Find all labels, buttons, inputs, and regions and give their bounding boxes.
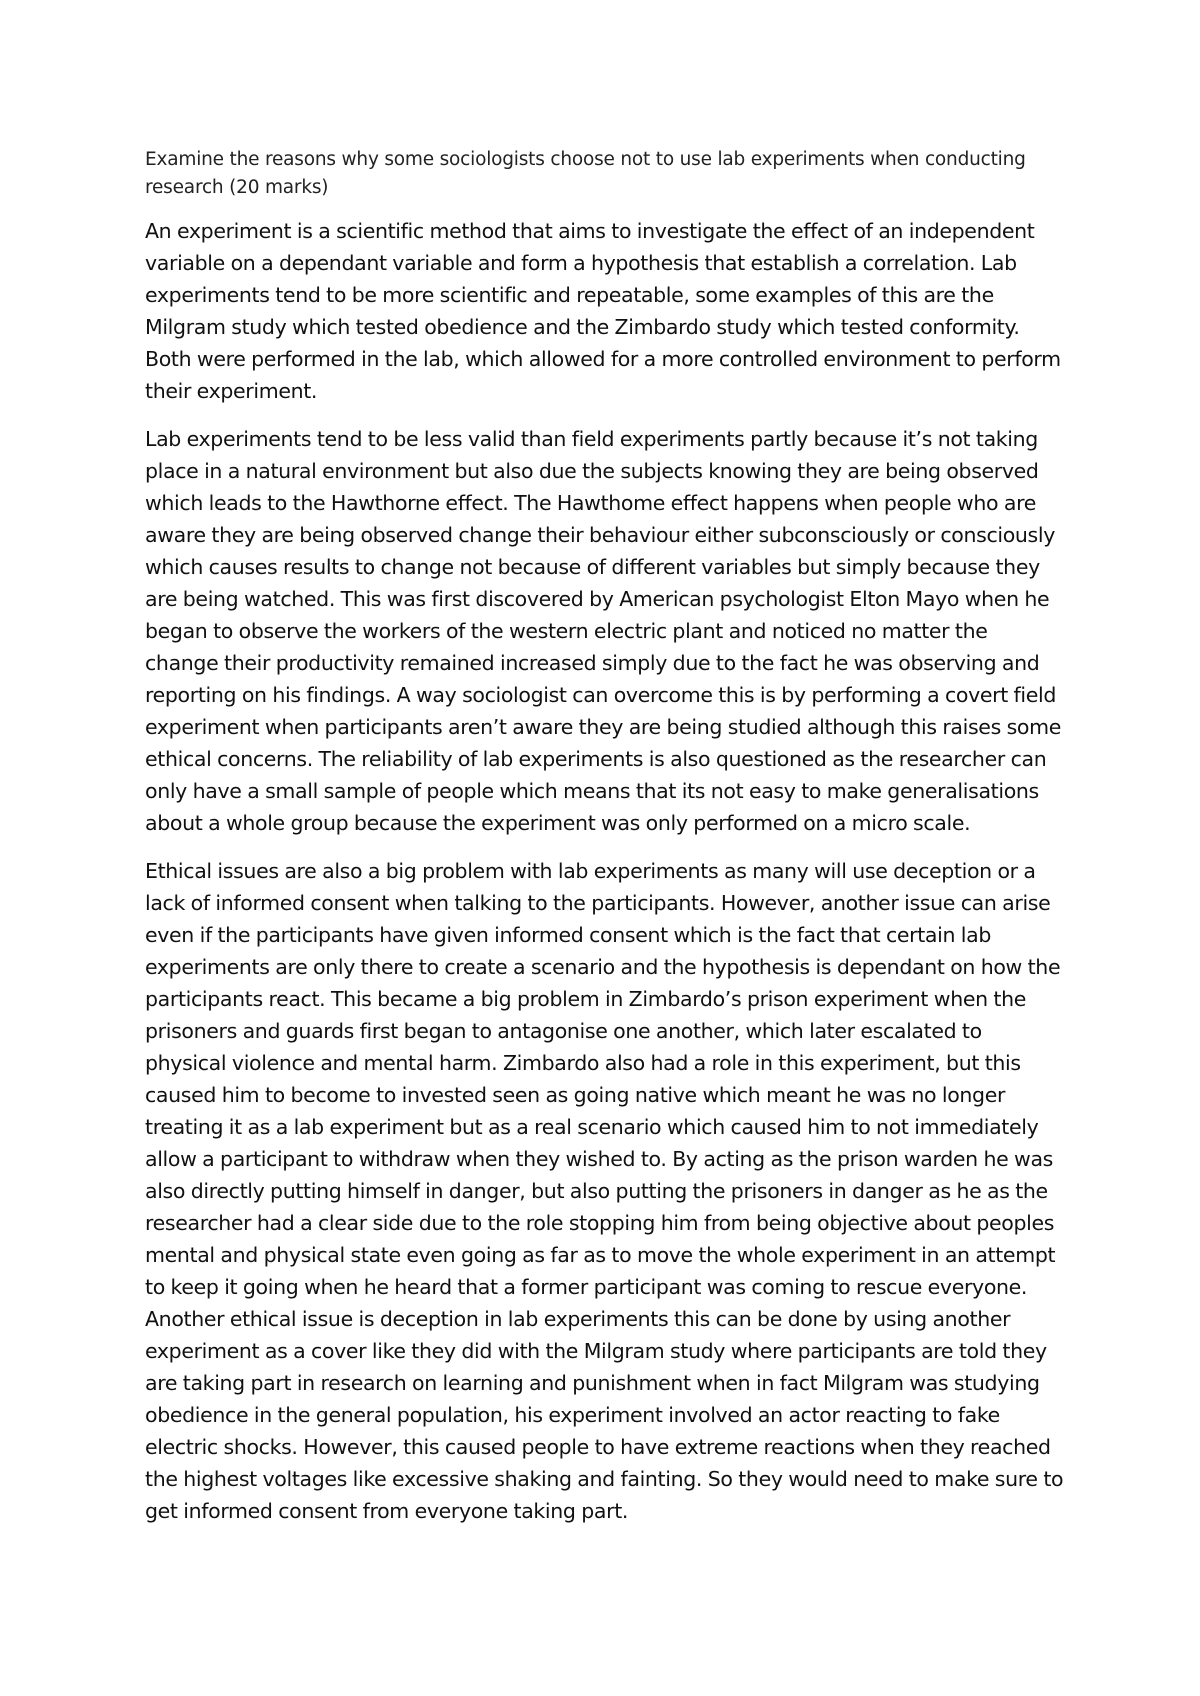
paragraph-2: Lab experiments tend to be less valid than field experiments partly because it’s not taking place in a natural environment but also due the subjects knowing they are being observed which leads to the Hawthorne effect. The Hawthome effect happens when people who are aware they are being observed change their behaviour either subconsciously or consciously which causes results to change not because of different variables but simply because they are being watched. This was first discovered by American psychologist Elton Mayo when he began to observe the workers of the western electric plant and noticed no matter the change their productivity remained increased simply due to the fact he was observing and reporting on his findings. A way sociologist can overcome this is by performing a covert field experiment when participants aren’t aware they are being studied although this raises some ethical concerns. The reliability of lab experiments is also questioned as the researcher can only have a small sample of people which means that its not easy to make generalisations about a whole group because the experiment was only performed on a micro scale.	[145, 427, 1061, 835]
essay-question: Examine the reasons why some sociologists choose not to use lab experiments when conducting research (20 marks)	[145, 149, 1026, 198]
paragraph-3: Ethical issues are also a big problem with lab experiments as many will use deception or a lack of informed consent when talking to the participants. However, another issue can arise even if the participants have given informed consent which is the fact that certain lab experiments are only there to create a scenario and the hypothesis is dependant on how the participants react. This became a big problem in Zimbardo’s prison experiment when the prisoners and guards first began to antagonise one another, which later escalated to physical violence and mental harm. Zimbardo also had a role in this experiment, but this caused him to become to invested seen as going native which meant he was no longer treating it as a lab experiment but as a real scenario which caused him to not immediately allow a participant to withdraw when they wished to. By acting as the prison warden he was also directly putting himself in danger, but also putting the prisoners in danger as he as the researcher had a clear side due to the role stopping him from being objective about peoples mental and physical state even going as far as to move the whole experiment in an attempt to keep it going when he heard that a former participant was coming to rescue everyone. Another ethical issue is deception in lab experiments this can be done by using another experiment as a cover like they did with the Milgram study where participants are told they are taking part in research on learning and punishment when in fact Milgram was studying obedience in the general population, his experiment involved an actor reacting to fake electric shocks. However, this caused people to have extreme reactions when they reached the highest voltages like excessive shaking and fainting. So they would need to make sure to get informed consent from everyone taking part.	[145, 859, 1064, 1523]
document-body	[145, 146, 1065, 1543]
paragraph-1: An experiment is a scientific method that aims to investigate the effect of an independent variable on a dependant variable and form a hypothesis that establish a correlation. Lab experiments tend to be more scientific and repeatable, some examples of this are the Milgram study which tested obedience and the Zimbardo study which tested conformity. Both were performed in the lab, which allowed for a more controlled environment to perform their experiment.	[145, 219, 1061, 403]
